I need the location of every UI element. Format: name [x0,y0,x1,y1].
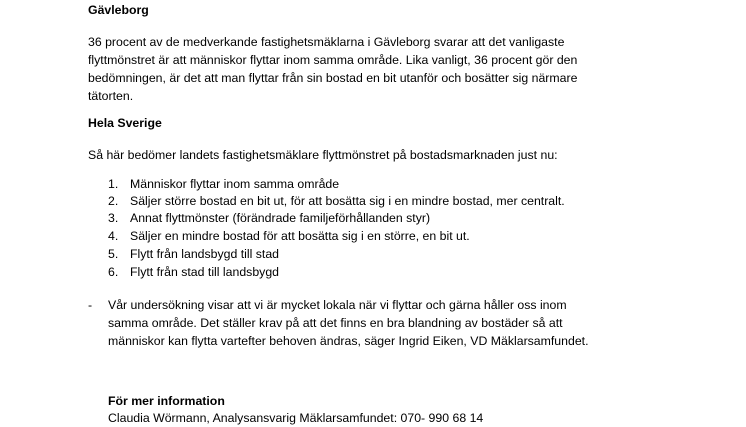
paragraph-line: tätorten. [88,89,134,103]
list-item [108,263,279,281]
heading-more-info: För mer information [108,394,225,408]
intro-sverige [88,146,648,164]
list-item-number: 3. [108,211,119,225]
list-item-number: 1. [108,177,119,191]
list-item [108,209,430,227]
intro-line: Så här bedömer landets fastighetsmäklare flyttmönstret på bostadsmarknaden just nu: [88,148,558,162]
list-item-number: 6. [108,265,119,279]
list-item-number: 2. [108,194,119,208]
list-item-text: Människor flyttar inom samma område [130,177,340,191]
quote-line: människor kan flytta vartefter behoven ändras, säger Ingrid Eiken, VD Mäklarsamfundet. [108,334,589,348]
heading-hela-sverige: Hela Sverige [88,116,162,130]
list-item-number: 5. [108,247,119,261]
list-item [108,192,565,210]
paragraph-line: flyttmönstret är att människor flyttar inom samma område. Lika vanligt, 36 procent gör den [88,53,578,67]
heading-gavleborg: Gävleborg [88,3,149,17]
list-item-text: Flytt från stad till landsbygd [130,265,279,279]
list-item-text: Säljer en mindre bostad för att bosätta sig i en större, en bit ut. [130,229,470,243]
quote-line: samma område. Det ställer krav på att det finns en bra blandning av bostäder så att [108,316,563,330]
paragraph-line: bedömningen, är det att man flyttar från sin bostad en bit utanför och bosätter sig närmare [88,71,578,85]
paragraph-line: 36 procent av de medverkande fastighetsmäklarna i Gävleborg svarar att det vanligaste [88,35,565,49]
list-item-number: 4. [108,229,119,243]
quote-line: Vår undersökning visar att vi är mycket lokala när vi flyttar och gärna håller oss inom [108,298,567,312]
list-item [108,245,279,263]
list-item-text: Annat flyttmönster (förändrade familjeförhållanden styr) [130,211,431,225]
quote-dash: - [88,298,93,312]
list-item-text: Flytt från landsbygd till stad [130,247,279,261]
list-item [108,175,339,193]
list-item-text: Säljer större bostad en bit ut, för att bosätta sig i en mindre bostad, mer centralt. [130,194,565,208]
list-item [108,227,470,245]
paragraph-gavleborg [88,33,648,105]
quote-paragraph [108,296,728,350]
contact-line: Claudia Wörmann, Analysansvarig Mäklarsamfundet: 070- 990 68 14 [108,411,484,425]
